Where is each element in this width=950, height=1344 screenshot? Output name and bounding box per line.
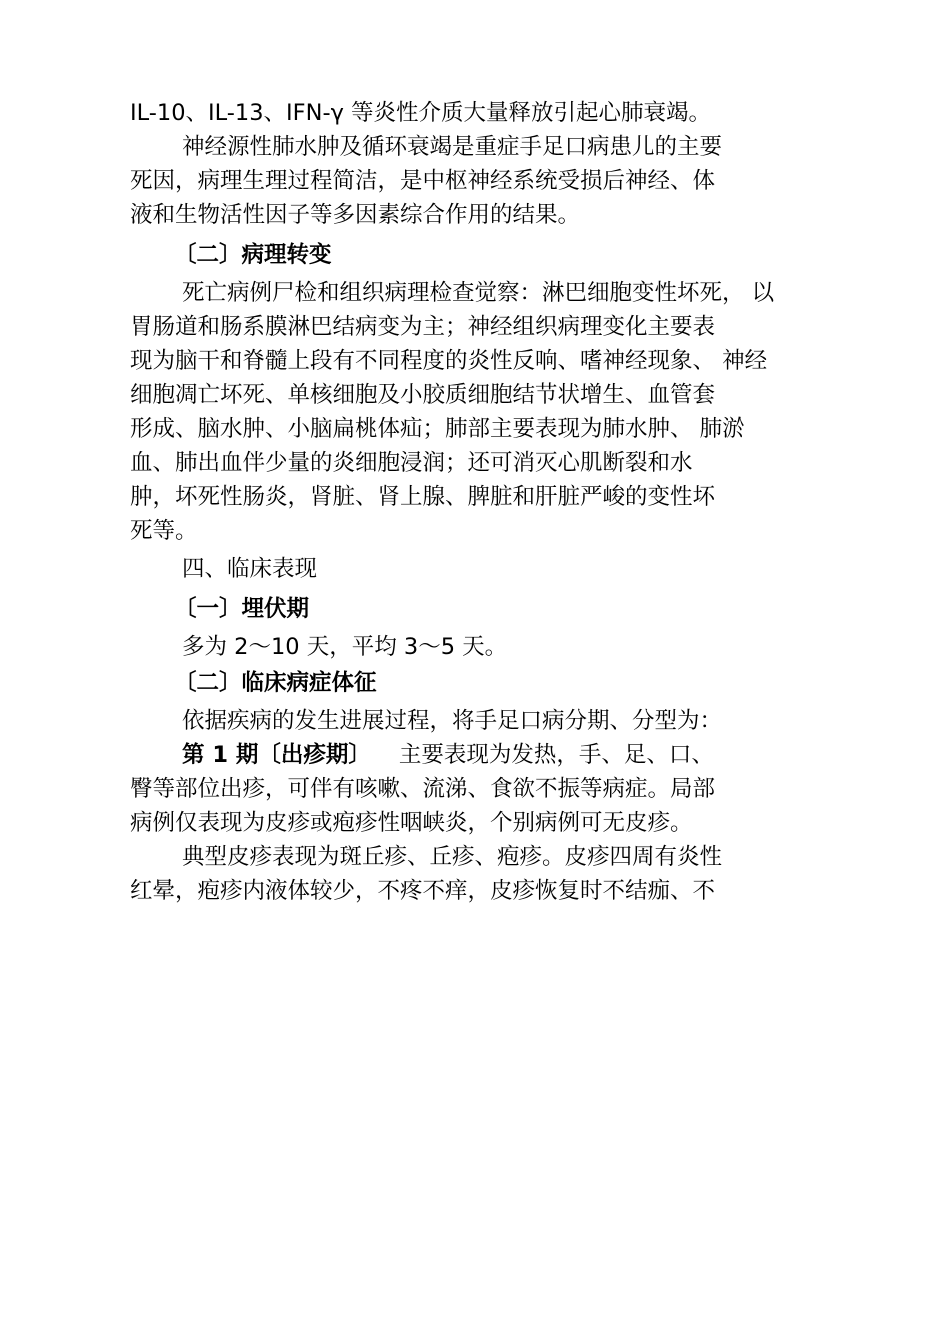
- paragraph-line: IL-10、IL-13、IFN-γ 等炎性介质大量释放引起心肺衰竭。: [130, 100, 712, 126]
- paragraph-line: 红晕，疱疹内液体较少，不疼不痒，皮疹恢复时不结痂、不: [130, 878, 716, 904]
- paragraph-line: 形成、脑水肿、小脑扁桃体疝；肺部主要表现为肺水肿、 肺淤: [130, 416, 745, 442]
- paragraph-line: 病例仅表现为皮疹或疱疹性咽峡炎，个别病例可无皮疹。: [130, 810, 693, 836]
- section-heading-pathology: 〔二〕病理转变: [174, 242, 332, 268]
- section-heading-symptoms: 〔二〕临床病症体征: [174, 670, 377, 696]
- paragraph-line: 细胞凋亡坏死、单核细胞及小胶质细胞结节状增生、血管套: [130, 382, 716, 408]
- stage-label: 第 1 期〔出疹期〕: [182, 742, 371, 768]
- paragraph-line: 神经源性肺水肿及循环衰竭是重症手足口病患儿的主要: [182, 134, 723, 160]
- paragraph-line: 典型皮疹表现为斑丘疹、丘疹、疱疹。皮疹四周有炎性: [182, 844, 723, 870]
- paragraph-line-stage1: [130, 738, 820, 772]
- paragraph-line: 依据疾病的发生进展过程，将手足口病分期、分型为：: [182, 708, 723, 734]
- paragraph-line: 死亡病例尸检和组织病理检查觉察：淋巴细胞变性坏死， 以: [182, 280, 775, 306]
- section-heading-incubation: 〔一〕埋伏期: [174, 596, 310, 622]
- section-heading-clinical: 四、临床表现: [182, 556, 318, 582]
- paragraph-line: 多为 2～10 天，平均 3～5 天。: [182, 634, 508, 660]
- paragraph-line: 现为脑干和脊髓上段有不同程度的炎性反响、嗜神经现象、 神经: [130, 348, 768, 374]
- paragraph-line: 液和生物活性因子等多因素综合作用的结果。: [130, 202, 581, 228]
- paragraph-line: 肿，坏死性肠炎，肾脏、肾上腺、脾脏和肝脏严峻的变性坏: [130, 484, 716, 510]
- paragraph-line: 死等。: [130, 518, 198, 544]
- paragraph-line: 血、肺出血伴少量的炎细胞浸润；还可消灭心肌断裂和水: [130, 450, 693, 476]
- stage-text: 主要表现为发热，手、足、口、: [398, 742, 714, 768]
- document-body: [130, 96, 820, 908]
- paragraph-line: 胃肠道和肠系膜淋巴结病变为主；神经组织病理变化主要表: [130, 314, 716, 340]
- paragraph-line: 死因，病理生理过程简洁，是中枢神经系统受损后神经、体: [130, 168, 716, 194]
- paragraph-line: 臀等部位出疹，可伴有咳嗽、流涕、食欲不振等病症。局部: [130, 776, 716, 802]
